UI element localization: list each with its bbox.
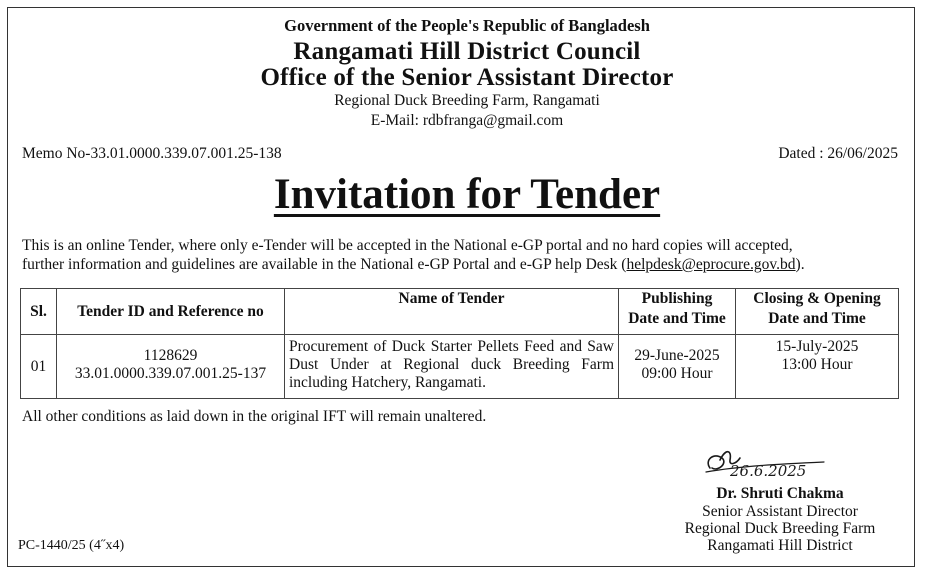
signatory-district: Rangamati Hill District bbox=[707, 537, 853, 554]
header-closing-line1: Closing & Opening bbox=[753, 290, 881, 307]
signatory-office: Regional Duck Breeding Farm bbox=[684, 520, 876, 537]
header-publishing bbox=[619, 289, 736, 335]
notice-title-text: Invitation for Tender bbox=[273, 171, 661, 218]
cell-sl: 01 bbox=[21, 335, 57, 399]
council-heading: Rangamati Hill District Council bbox=[293, 38, 641, 65]
intro-suffix: ). bbox=[795, 256, 805, 273]
intro-line-1: This is an online Tender, where only e-Tender will be accepted in the National e-GP portal and no hard copies will accepted, bbox=[22, 237, 793, 254]
header-closing-line2: Date and Time bbox=[768, 310, 866, 327]
header-name: Name of Tender bbox=[285, 289, 619, 335]
header-closing bbox=[736, 289, 899, 335]
header-publishing-line1: Publishing bbox=[641, 290, 713, 307]
contact-email: E-Mail: rdbfranga@gmail.com bbox=[370, 112, 564, 129]
header-sl: Sl. bbox=[21, 289, 57, 335]
cell-closing bbox=[736, 335, 899, 399]
office-heading: Office of the Senior Assistant Director bbox=[260, 64, 674, 91]
header-publishing-line2: Date and Time bbox=[628, 310, 726, 327]
publishing-time: 09:00 Hour bbox=[641, 365, 713, 382]
signatory-name: Dr. Shruti Chakma bbox=[716, 485, 844, 502]
handwritten-signature bbox=[700, 446, 830, 482]
cell-tender-id bbox=[57, 335, 285, 399]
signature-date: 26.6.2025 bbox=[730, 462, 807, 480]
intro-paragraph bbox=[22, 236, 912, 274]
notice-title bbox=[0, 170, 934, 219]
intro-text: further information and guidelines are available in the National e-GP Portal and e-GP help Desk ( bbox=[22, 256, 627, 273]
publishing-date: 29-June-2025 bbox=[634, 347, 720, 364]
tender-table bbox=[20, 288, 899, 399]
memo-number: Memo No-33.01.0000.339.07.001.25-138 bbox=[22, 145, 282, 162]
reference-no: 33.01.0000.339.07.001.25-137 bbox=[74, 365, 267, 382]
closing-date: 15-July-2025 bbox=[775, 338, 859, 355]
memo-date: Dated : 26/06/2025 bbox=[778, 145, 898, 162]
tender-id: 1128629 bbox=[143, 347, 198, 364]
publication-code: PC-1440/25 (4˝x4) bbox=[18, 538, 125, 553]
farm-address: Regional Duck Breeding Farm, Rangamati bbox=[334, 92, 600, 109]
intro-line-2 bbox=[22, 255, 912, 274]
government-heading: Government of the People's Republic of Bangladesh bbox=[284, 16, 650, 35]
closing-time: 13:00 Hour bbox=[781, 356, 853, 373]
signatory-designation: Senior Assistant Director bbox=[702, 503, 858, 520]
header-tender-id: Tender ID and Reference no bbox=[57, 289, 285, 335]
cell-publishing bbox=[619, 335, 736, 399]
table-header-row bbox=[21, 289, 899, 335]
helpdesk-email-link[interactable]: helpdesk@eprocure.gov.bd bbox=[626, 256, 796, 273]
conditions-note: All other conditions as laid down in the original IFT will remain unaltered. bbox=[22, 408, 487, 425]
cell-tender-name: Procurement of Duck Starter Pellets Feed and Saw Dust Under at Regional duck Breeding Farm including Hatchery, Rangamati. bbox=[285, 335, 619, 399]
table-row bbox=[21, 335, 899, 399]
